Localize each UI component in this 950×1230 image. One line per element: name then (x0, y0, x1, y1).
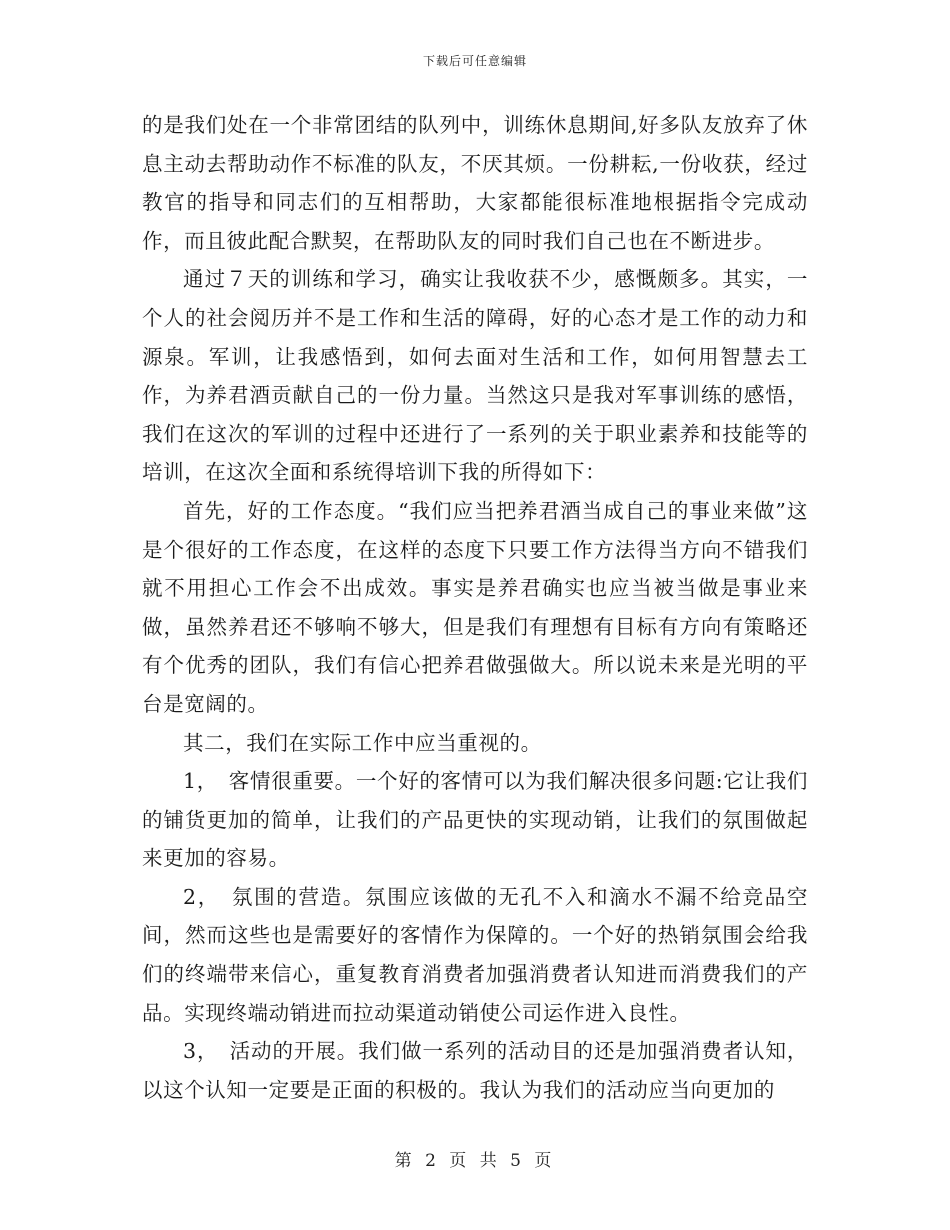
paragraph-2: 通过７天的训练和学习，确实让我收获不少，感慨颇多。其实，一个人的社会阅历并不是工作和生活的障碍，好的心态才是工作的动力和源泉。军训，让我感悟到，如何去面对生活和工作，如何用智慧去工作，为养君酒贡献自己的一份力量。当然这只是我对军事训练的感悟，我们在这次的军训的过程中还进行了一系列的关于职业素养和技能等的培训，在这次全面和系统得培训下我的所得如下： (142, 267, 808, 485)
paragraph-1: 的是我们处在一个非常团结的队列中，训练休息期间,好多队友放弃了休息主动去帮助动作不标准的队友，不厌其烦。一份耕耘,一份收获，经过教官的指导和同志们的互相帮助，大家都能很标准地根据指令完成动作，而且彼此配合默契，在帮助队友的同时我们自己也在不断进步。 (142, 113, 808, 253)
list-item-2: 2， 氛围的营造。氛围应该做的无孔不入和滴水不漏不给竞品空间，然而这些也是需要好的客情作为保障的。一个好的热销氛围会给我们的终端带来信心，重复教育消费者加强消费者认知进而消费我们的产品。实现终端动销进而拉动渠道动销使公司运作进入良性。 (142, 884, 808, 1025)
paragraph-3: 首先，好的工作态度。“我们应当把养君酒当成自己的事业来做”这是个很好的工作态度，在这样的态度下只要工作方法得当方向不错我们就不用担心工作会不出成效。事实是养君确实也应当被当做是事业来做，虽然养君还不够响不够大，但是我们有理想有目标有方向有策略还有个优秀的团队，我们有信心把养君做强做大。所以说未来是光明的平台是宽阔的。 (142, 498, 808, 716)
page-number-footer: 第 2 页 共 5 页 (394, 1151, 556, 1171)
list-item-1: 1， 客情很重要。一个好的客情可以为我们解决很多问题:它让我们的铺货更加的简单，让我们的产品更快的实现动销，让我们的氛围做起来更加的容易。 (142, 769, 808, 871)
list-item-3: 3， 活动的开展。我们做一系列的活动目的还是加强消费者认知，以这个认知一定要是正面的积极的。我认为我们的活动应当向更加的 (142, 1039, 808, 1102)
document-body (142, 106, 808, 1109)
page-header: 下载后可任意编辑 (422, 54, 527, 68)
paragraph-4: 其二，我们在实际工作中应当重视的。 (183, 730, 542, 755)
